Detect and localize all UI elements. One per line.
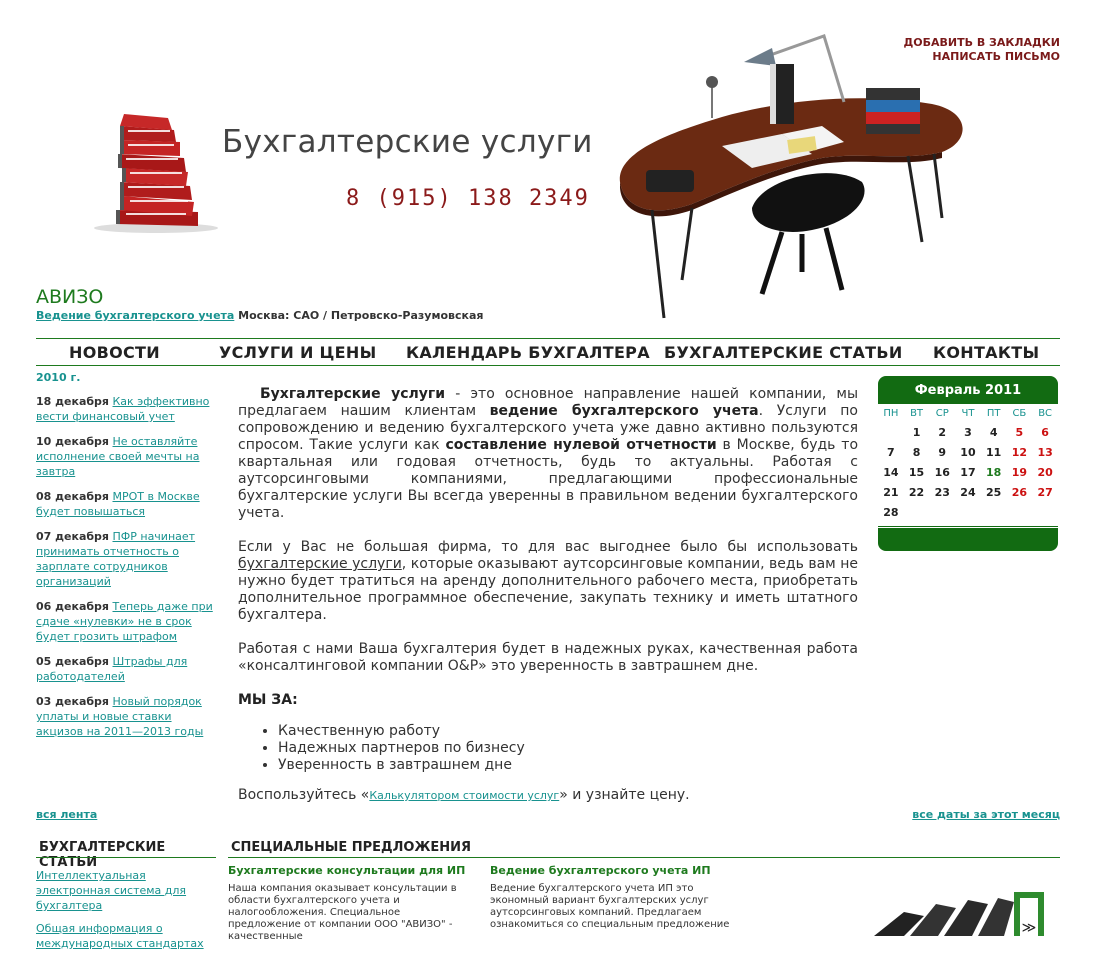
nav-services[interactable]: УСЛУГИ И ЦЕНЫ <box>219 343 377 362</box>
desk-illustration <box>612 22 972 322</box>
weekday-label: ВТ <box>910 407 924 419</box>
nav-calendar[interactable]: КАЛЕНДАРЬ БУХГАЛТЕРА <box>406 343 650 362</box>
offer-card <box>228 864 473 943</box>
site-title: Бухгалтерские услуги <box>222 124 593 160</box>
calendar-day-highlighted[interactable]: 18 <box>986 465 1002 479</box>
calendar-day[interactable]: 14 <box>883 465 899 479</box>
news-link[interactable]: ПФР начинает принимать отчетность о зарплате сотрудников организаций <box>36 530 196 588</box>
intro-paragraph <box>238 386 858 522</box>
calendar-day[interactable]: 17 <box>960 465 976 479</box>
calendar-day[interactable]: 13 <box>1037 445 1053 459</box>
offer-text: Наша компания оказывает консультации в области бухгалтерского учета и налогообложения. Специальное предложение от компании ООО "АВИЗО" - качественные <box>228 883 457 942</box>
news-column <box>36 370 221 749</box>
tagline-location: Москва: САО / Петровско-Разумовская <box>234 309 484 322</box>
offer-text: Ведение бухгалтерского учета ИП это экономный вариант бухгалтерских услуг аутсорсинговых компаний. Предлагаем ознакомиться со специальным предложение <box>490 883 730 930</box>
text: , которые оказывают аутсорсинговые компании, ведь вам не нужно будет тратиться на аренду дополнительного рабочего места, приобретать дополнительное программное обеспечение, закупать технику и иметь штатного бухгалтера. <box>238 556 858 623</box>
weekday-label: ПТ <box>986 407 1001 419</box>
binders-stack-image <box>86 112 220 234</box>
news-item <box>36 599 221 644</box>
text: Если у Вас не большая фирма, то для вас выгоднее было бы использовать <box>238 539 858 555</box>
news-link[interactable]: Штрафы для работодателей <box>36 655 188 683</box>
calendar-day <box>904 502 930 522</box>
news-date: 07 декабря <box>36 530 109 543</box>
weekday-label: ЧТ <box>961 407 975 419</box>
calendar-day[interactable]: 5 <box>1015 425 1024 439</box>
calendar-day <box>1032 502 1058 522</box>
news-item <box>36 489 221 519</box>
nav-articles[interactable]: БУХГАЛТЕРСКИЕ СТАТЬИ <box>664 343 903 362</box>
we-for-heading: МЫ ЗА: <box>238 692 298 708</box>
nav-contacts[interactable]: КОНТАКТЫ <box>933 343 1040 362</box>
second-paragraph <box>238 539 858 624</box>
offer-title[interactable]: Бухгалтерские консультации для ИП <box>228 864 466 877</box>
article-link[interactable]: Общая информация о международных стандартах <box>36 922 204 950</box>
calendar-day[interactable]: 9 <box>938 445 947 459</box>
services-link[interactable]: бухгалтерские услуги <box>238 556 402 572</box>
news-link[interactable]: Как эффективно вести финансовый учет <box>36 395 210 423</box>
list-item: • Качественную работу <box>278 723 858 740</box>
news-date: 03 декабря <box>36 695 109 708</box>
bold-phrase: ведение бухгалтерского учета <box>489 403 759 419</box>
calendar-day[interactable]: 3 <box>964 425 972 439</box>
write-letter-link[interactable]: НАПИСАТЬ ПИСЬМО <box>932 50 1060 63</box>
third-paragraph: Работая с нами Ваша бухгалтерия будет в надежных руках, качественная работа «консалтинговой компании О&Р» это уверенность в завтрашнем дне. <box>238 641 858 674</box>
calendar-day <box>1007 502 1033 522</box>
calendar-day[interactable]: 12 <box>1011 445 1028 459</box>
calendar-day[interactable]: 4 <box>989 425 998 439</box>
calendar-day <box>955 502 981 522</box>
phone-number: 8 (915) 138 2349 <box>346 186 590 211</box>
calendar-grid <box>878 404 1058 528</box>
calendar-day <box>981 502 1007 522</box>
calculator-link[interactable]: Калькулятором стоимости услуг <box>369 789 560 802</box>
news-item <box>36 394 221 424</box>
offer-card <box>490 864 730 931</box>
tagline-link[interactable]: Ведение бухгалтерского учета <box>36 309 235 322</box>
calendar-day[interactable]: 24 <box>960 485 976 499</box>
news-item <box>36 529 221 589</box>
calendar-day[interactable]: 19 <box>1011 465 1028 479</box>
main-content <box>238 386 858 821</box>
tagline <box>36 309 483 322</box>
main-nav <box>36 338 1060 366</box>
news-date: 08 декабря <box>36 490 109 503</box>
news-date: 10 декабря <box>36 435 109 448</box>
bold-phrase: составление нулевой отчетности <box>445 437 717 453</box>
articles-heading: БУХГАЛТЕРСКИЕ СТАТЬИ <box>39 840 166 870</box>
all-month-dates-link[interactable]: все даты за этот месяц <box>912 808 1060 821</box>
calendar-day[interactable]: 21 <box>883 485 899 499</box>
calendar-day[interactable]: 2 <box>938 425 947 439</box>
calendar-month-title: Февраль 2011 <box>914 383 1022 398</box>
list-item: • Надежных партнеров по бизнесу <box>278 740 858 757</box>
news-item <box>36 654 221 684</box>
news-item <box>36 434 221 479</box>
weekday-label: ВС <box>1038 407 1053 419</box>
news-link[interactable]: Новый порядок уплаты и новые ставки акцизов на 2011—2013 годы <box>36 695 204 738</box>
list-item: • Уверенность в завтрашнем дне <box>278 757 858 774</box>
news-date: 06 декабря <box>36 600 109 613</box>
svg-text:≫: ≫ <box>1021 920 1037 936</box>
article-link[interactable]: Интеллектуальная электронная система для бухгалтера <box>36 869 187 912</box>
calendar-day <box>878 422 904 442</box>
all-news-link[interactable]: вся лента <box>36 808 98 821</box>
calendar-day <box>929 502 955 522</box>
news-link[interactable]: МРОТ в Москве будет повышаться <box>36 490 200 518</box>
weekday-label: СР <box>935 407 949 419</box>
calendar-day[interactable]: 1 <box>912 425 921 439</box>
calendar-day[interactable]: 15 <box>908 465 925 479</box>
calculator-paragraph <box>238 787 858 804</box>
text: - это основное направление нашей компании, мы предлагаем нашим клиентам <box>238 386 858 419</box>
news-link[interactable]: Не оставляйте исполнение своей мечты на завтра <box>36 435 200 478</box>
articles-list <box>36 868 221 959</box>
bold-phrase: Бухгалтерские услуги <box>260 386 446 402</box>
divider <box>228 857 1060 858</box>
news-link[interactable]: Теперь даже при сдаче «нулевки» не в срок будет грозить штрафом <box>36 600 213 643</box>
weekday-label: ПН <box>883 407 899 419</box>
calendar-day[interactable]: 11 <box>986 445 1002 459</box>
calendar-day[interactable]: 27 <box>1037 485 1053 499</box>
weekday-label: СБ <box>1012 407 1027 419</box>
text: Воспользуйтесь « <box>238 787 370 803</box>
we-for-list <box>238 723 858 774</box>
news-item <box>36 694 221 739</box>
news-date: 18 декабря <box>36 395 109 408</box>
divider <box>36 857 216 858</box>
news-year: 2010 г. <box>36 371 81 384</box>
special-offers-heading: СПЕЦИАЛЬНЫЕ ПРЕДЛОЖЕНИЯ <box>231 840 472 855</box>
text: . Услуги по сопровождению и ведению бухгалтерского учета уже давно активно пользуются спросом. Такие услуги как <box>238 403 858 453</box>
calendar-day[interactable]: 23 <box>934 485 950 499</box>
calendar-widget <box>878 376 1058 551</box>
folders-image <box>874 888 1054 936</box>
calendar-day[interactable]: 7 <box>887 445 895 459</box>
calendar-day[interactable]: 26 <box>1011 485 1028 499</box>
calendar-day[interactable]: 28 <box>883 505 899 519</box>
text: » и узнайте цену. <box>559 787 690 803</box>
calendar-day[interactable]: 25 <box>986 485 1002 499</box>
nav-news[interactable]: НОВОСТИ <box>69 343 160 362</box>
calendar-day[interactable]: 8 <box>912 445 921 459</box>
calendar-day[interactable]: 6 <box>1041 425 1049 439</box>
calendar-day[interactable]: 20 <box>1037 465 1053 479</box>
brand-name: АВИЗО <box>36 286 104 308</box>
calendar-day[interactable]: 22 <box>908 485 925 499</box>
text: в Москве, будь то квартальная или годовая отчетность, будь то актуальны. Работая с аутсорсинговыми компаниями, предлагающими профессиональные бухгалтерские услуги Вы всегда уверенны в правильном ведении бухгалтерского учета. <box>238 437 859 521</box>
calendar-day[interactable]: 16 <box>934 465 950 479</box>
calendar-day[interactable]: 10 <box>960 445 976 459</box>
news-date: 05 декабря <box>36 655 109 668</box>
add-bookmark-link[interactable]: ДОБАВИТЬ В ЗАКЛАДКИ <box>903 36 1060 49</box>
offer-title[interactable]: Ведение бухгалтерского учета ИП <box>490 864 711 877</box>
